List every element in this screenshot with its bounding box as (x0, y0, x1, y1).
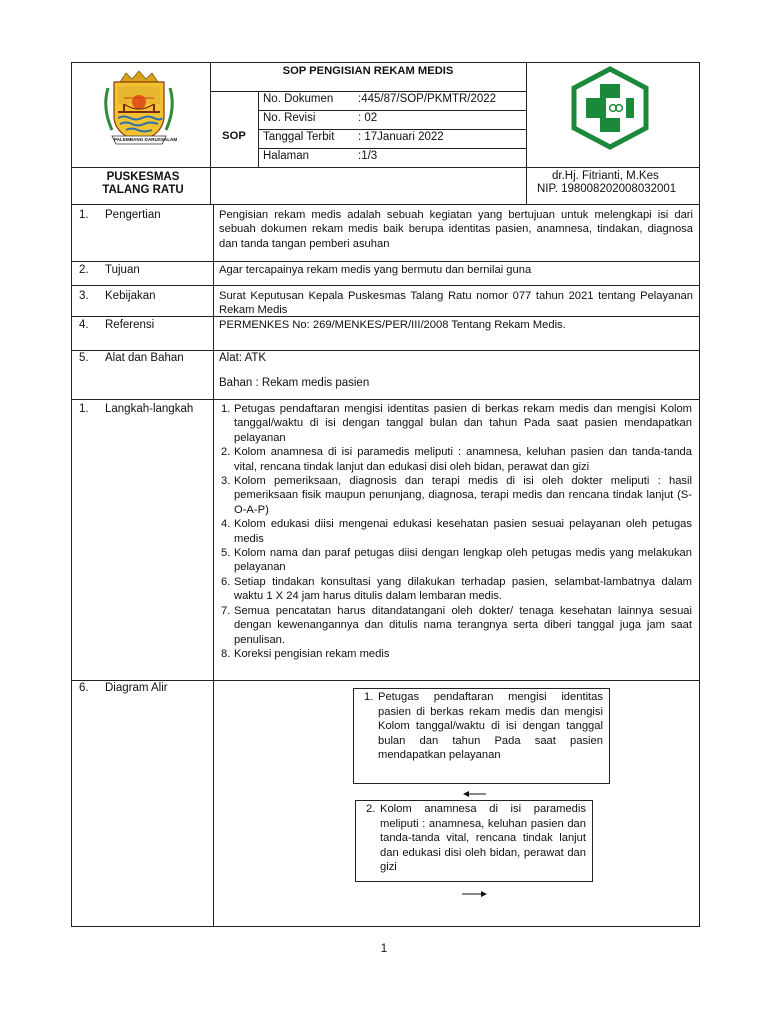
section-number: 1. (79, 209, 89, 221)
doc-row-label: Tanggal Terbit (263, 131, 335, 143)
flow-box-1 (353, 688, 610, 784)
section-number: 1. (79, 403, 89, 415)
step-number: 6. (221, 575, 231, 588)
flow-box-number: 1. (364, 691, 374, 703)
sop-label: SOP (222, 130, 246, 142)
alat-text: Alat: ATK (219, 352, 267, 364)
step-number: 1. (221, 403, 231, 415)
doc-row-value: : 17Januari 2022 (358, 131, 444, 143)
doc-row-label: No. Revisi (263, 112, 316, 124)
step-number: 5. (221, 547, 231, 560)
org-name-line2: TALANG RATU (102, 184, 184, 196)
section-number: 6. (79, 682, 89, 694)
section-number: 5. (79, 352, 89, 364)
step-number: 2. (221, 446, 231, 459)
step-text: Kolom nama dan paraf petugas diisi dengan lengkap oleh petugas medis yang melakukan pelayanan (234, 547, 692, 574)
doc-row-value: : 02 (358, 112, 378, 124)
section-label: Langkah-langkah (105, 403, 194, 415)
section-label: Pengertian (105, 209, 161, 221)
list-item (221, 474, 692, 517)
step-text: Kolom anamnesa di isi paramedis meliputi : anamnesa, keluhan pasien dan tanda-tanda vital, rencana tindak lanjut dan edukasi disi oleh bidan, perawat dan gizi (234, 446, 692, 473)
doc-row-value: :1/3 (358, 150, 378, 162)
referensi-text: PERMENKES No: 269/MENKES/PER/III/2008 Tentang Rekam Medis. (219, 319, 566, 331)
step-number: 4. (221, 518, 231, 531)
list-item (221, 546, 692, 575)
flow-box-text: Petugas pendaftaran mengisi identitas pasien di berkas rekam medis dan mengisi Kolom tanggal/waktu di isi dengan tanggal bulan dan tahun Pada saat pasien mendapatkan pelayanan (378, 691, 603, 761)
section-label: Diagram Alir (105, 682, 168, 694)
signatory-nip: NIP. 198008202008032001 (537, 183, 677, 195)
step-number: 8. (221, 647, 231, 660)
doc-row-label: No. Dokumen (263, 93, 334, 105)
doc-row-label: Halaman (263, 150, 310, 162)
section-number: 4. (79, 319, 89, 331)
step-number: 3. (221, 475, 231, 488)
list-item (221, 604, 692, 647)
section-number: 3. (79, 290, 89, 302)
list-item (221, 647, 692, 661)
signatory-name: dr.Hj. Fitrianti, M.Kes (552, 170, 659, 182)
list-item (221, 575, 692, 604)
step-text: Kolom pemeriksaan, diagnosis dan terapi medis di isi oleh dokter meliputi : hasil pemeriksaan fisik maupun penunjang, diagnosa, terapi medis dan rencana tindak lanjut (S-O-A-P) (234, 475, 692, 516)
step-text: Petugas pendaftaran mengisi identitas pasien di berkas rekam medis dan mengisi Kolom tanggal/waktu di isi dengan tanggal bulan dan tahun Pada saat pasien mendapatkan pelayanan (234, 403, 692, 444)
doc-row-value: :445/87/SOP/PKMTR/2022 (358, 93, 497, 105)
step-text: Koreksi pengisian rekam medis (234, 647, 390, 660)
flow-box-number: 2. (366, 803, 376, 815)
kebijakan-text: Surat Keputusan Kepala Puskesmas Talang Ratu nomor 077 tahun 2021 tentang Pelayanan Rekam Medis (219, 290, 693, 317)
city-crest-logo (100, 68, 178, 150)
tujuan-text: Agar tercapainya rekam medis yang bermutu dan bernilai guna (219, 264, 532, 276)
section-number: 2. (79, 264, 89, 276)
list-item (221, 402, 692, 445)
pengertian-text: Pengisian rekam medis adalah sebuah kegiatan yang bertujuan untuk melengkapi isi dari sebuah dokumen rekam medis baik berupa identitas pasien, anamnesa, tindakan, diagnosa dan tanda tangan pemberi asuhan (219, 209, 693, 250)
step-number: 7. (221, 604, 231, 617)
section-label: Alat dan Bahan (105, 352, 184, 364)
section-label: Tujuan (105, 264, 140, 276)
logo-banner-text: PALEMBANG DARUSSALAM (114, 137, 178, 142)
step-text: Setiap tindakan konsultasi yang dilakukan terhadap pasien, selambat-lambatnya dalam waktu 1 X 24 jam harus ditulis dalam lembaran medis. (234, 575, 692, 603)
step-text: Kolom edukasi diisi mengenai edukasi kesehatan pasien sesuai pelayanan oleh petugas medis (234, 518, 692, 545)
flow-box-2 (355, 800, 593, 882)
page-title: SOP PENGISIAN REKAM MEDIS (282, 65, 454, 77)
bahan-text: Bahan : Rekam medis pasien (219, 377, 370, 389)
step-text: Semua pencatatan harus ditandatangani oleh dokter/ tenaga kesehatan lainnya sesuai dengan kewenangannya dan ditulis nama terangnya serta diberi tanggal juga jam saat penulisan. (234, 604, 692, 646)
org-name-line1: PUSKESMAS (106, 171, 180, 183)
section-label: Kebijakan (105, 290, 156, 302)
list-item (221, 445, 692, 474)
steps-list (218, 402, 692, 661)
list-item (221, 517, 692, 546)
section-label: Referensi (105, 319, 155, 331)
arrow-right-icon (460, 886, 488, 896)
arrow-left-icon (462, 786, 488, 796)
page-number: 1 (380, 943, 388, 955)
flow-box-text: Kolom anamnesa di isi paramedis meliputi : anamnesa, keluhan pasien dan tanda-tanda vital, rencana tindak lanjut dan edukasi disi oleh bidan, perawat dan gizi (380, 803, 586, 873)
puskesmas-cross-logo (568, 66, 652, 150)
